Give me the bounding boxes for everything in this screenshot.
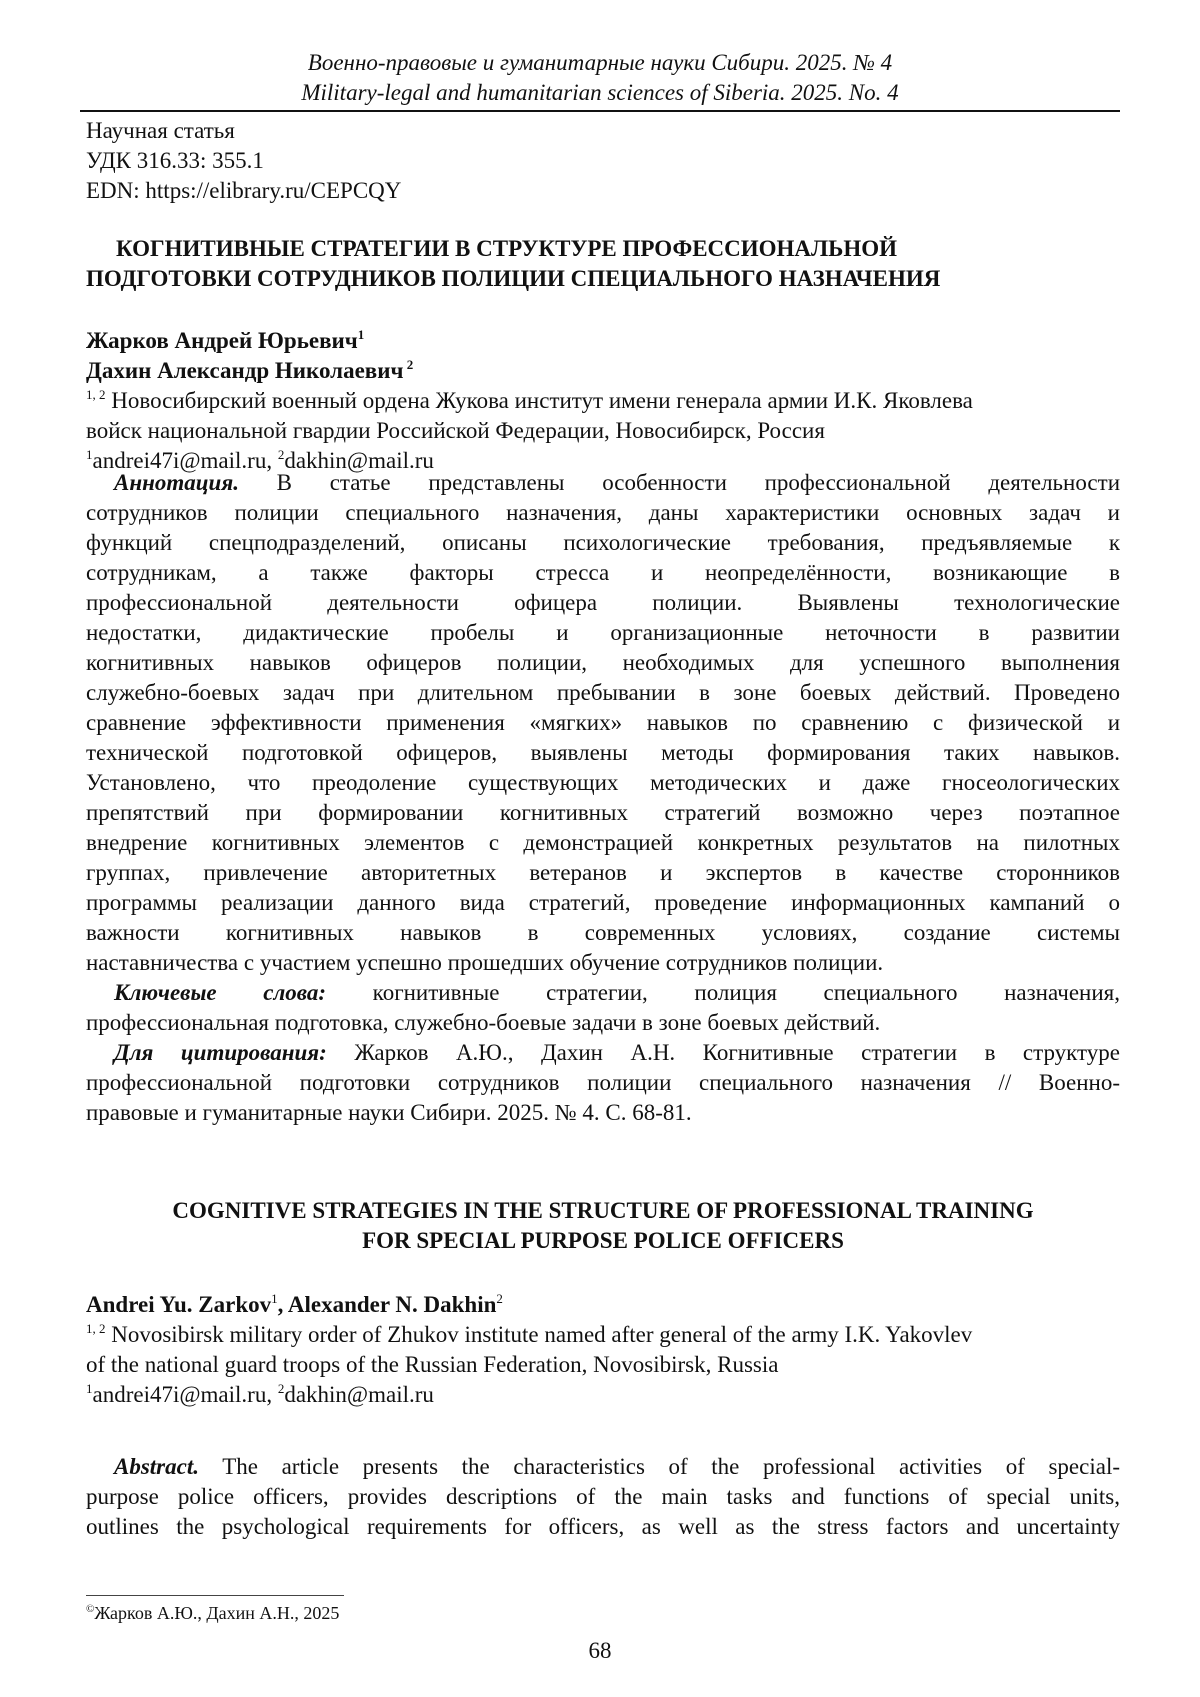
email-link[interactable]: andrei47i@mail.ru, bbox=[92, 1382, 278, 1407]
abstract-ru-line: Аннотация. В статье представлены особенности профессиональной деятельности bbox=[114, 470, 1120, 495]
article-type: Научная статья bbox=[86, 118, 235, 143]
affiliation-text: Novosibirsk military order of Zhukov institute named after general of the army I.K. Yakovlev bbox=[105, 1322, 973, 1347]
author-affiliation-mark: 1 bbox=[271, 1291, 278, 1306]
abstract-ru-line: внедрение когнитивных элементов с демонстрацией конкретных результатов на пилотных bbox=[86, 830, 1120, 855]
author-name: Дахин Александр Николаевич bbox=[86, 358, 404, 383]
article-title-ru bbox=[86, 234, 1120, 294]
title-en-line: FOR SPECIAL PURPOSE POLICE OFFICERS bbox=[362, 1228, 844, 1253]
affiliation-mark: 1, 2 bbox=[86, 387, 106, 402]
emails-en bbox=[86, 1380, 434, 1410]
email-mark: 2 bbox=[277, 447, 285, 462]
journal-header-ru: Военно-правовые и гуманитарные науки Сибири. 2025. № 4 bbox=[307, 50, 893, 75]
abstract-en-label: Abstract. bbox=[114, 1454, 199, 1479]
header-divider bbox=[80, 110, 1120, 112]
article-title-en bbox=[86, 1196, 1120, 1256]
affiliation-mark: 1, 2 bbox=[86, 1321, 106, 1336]
abstract-ru-line: наставничества с участием успешно прошедших обучение сотрудников полиции. bbox=[86, 950, 884, 975]
abstract-ru-line: препятствий при формировании когнитивных стратегий возможно через поэтапное bbox=[86, 800, 1120, 825]
email-mark: 2 bbox=[277, 1381, 285, 1396]
citation-ru-line: правовые и гуманитарные науки Сибири. 2025. № 4. С. 68-81. bbox=[86, 1100, 692, 1125]
email-link[interactable]: dakhin@mail.ru bbox=[284, 1382, 434, 1407]
affiliation-en-line bbox=[86, 1320, 1120, 1350]
abstract-ru-line: профессиональной деятельности офицера полиции. Выявлены технологические bbox=[86, 590, 1120, 615]
title-ru-line: КОГНИТИВНЫЕ СТРАТЕГИИ В СТРУКТУРЕ ПРОФЕССИОНАЛЬНОЙ bbox=[116, 236, 898, 261]
abstract-ru-line: когнитивных навыков офицеров полиции, необходимых для успешного выполнения bbox=[86, 650, 1120, 675]
abstract-ru-line: Установлено, что преодоление существующих методических и даже гносеологических bbox=[86, 770, 1120, 795]
journal-header-en: Military-legal and humanitarian sciences of Siberia. 2025. No. 4 bbox=[301, 80, 899, 105]
citation-ru-line: профессиональной подготовки сотрудников полиции специального назначения // Военно- bbox=[86, 1070, 1120, 1095]
keywords-ru-label: Ключевые слова: bbox=[114, 980, 327, 1005]
page-number: 68 bbox=[588, 1638, 612, 1663]
abstract-ru-line: технической подготовкой офицеров, выявлены методы формирования таких навыков. bbox=[86, 740, 1120, 765]
abstract-ru-line: программы реализации данного вида стратегий, проведение информационных кампаний о bbox=[86, 890, 1120, 915]
keywords-ru-line: Ключевые слова: когнитивные стратегии, полиция специального назначения, bbox=[114, 980, 1120, 1005]
affiliation-en-line: of the national guard troops of the Russian Federation, Novosibirsk, Russia bbox=[86, 1352, 779, 1377]
abstract-ru-line: недостатки, дидактические пробелы и организационные неточности в развитии bbox=[86, 620, 1120, 645]
abstract-en-line: purpose police officers, provides descriptions of the main tasks and functions of special units, bbox=[86, 1484, 1120, 1509]
citation-ru-line: Для цитирования: Жарков А.Ю., Дахин А.Н. Когнитивные стратегии в структуре bbox=[114, 1040, 1120, 1065]
abstract-ru-line: важности когнитивных навыков в современных условиях, создание системы bbox=[86, 920, 1120, 945]
author-separator: , bbox=[277, 1292, 288, 1317]
copyright-footnote bbox=[86, 1602, 339, 1624]
edn-link[interactable]: EDN: https://elibrary.ru/CEPCQY bbox=[86, 178, 402, 203]
author-name: Andrei Yu. Zarkov bbox=[86, 1292, 272, 1317]
affiliation-text: Новосибирский военный ордена Жукова институт имени генерала армии И.К. Яковлева bbox=[105, 388, 973, 413]
abstract-ru-line: функций спецподразделений, описаны психологические требования, предъявляемые к bbox=[86, 530, 1120, 555]
title-ru-line: ПОДГОТОВКИ СОТРУДНИКОВ ПОЛИЦИИ СПЕЦИАЛЬНОГО НАЗНАЧЕНИЯ bbox=[86, 266, 941, 291]
author-name: Alexander N. Dakhin bbox=[287, 1292, 497, 1317]
email-mark: 1 bbox=[86, 447, 93, 462]
udc-code: УДК 316.33: 355.1 bbox=[86, 148, 264, 173]
email-link[interactable]: dakhin@mail.ru bbox=[284, 448, 434, 473]
abstract-ru-line: сотрудникам, а также факторы стресса и неопределённости, возникающие в bbox=[86, 560, 1120, 585]
footnote-divider bbox=[86, 1595, 344, 1596]
author-affiliation-mark: 2 bbox=[403, 357, 414, 372]
citation-ru-label: Для цитирования: bbox=[114, 1040, 327, 1065]
authors-en bbox=[86, 1290, 503, 1320]
abstract-ru-label: Аннотация. bbox=[114, 470, 239, 495]
author-affiliation-mark: 1 bbox=[357, 327, 365, 342]
affiliation-ru-line: войск национальной гвардии Российской Федерации, Новосибирск, Россия bbox=[86, 418, 825, 443]
copyright-text: Жарков А.Ю., Дахин А.Н., 2025 bbox=[94, 1603, 340, 1623]
abstract-ru-line: сравнение эффективности применения «мягких» навыков по сравнению с физической и bbox=[86, 710, 1120, 735]
abstract-en-line: Abstract. The article presents the characteristics of the professional activities of special- bbox=[114, 1454, 1120, 1479]
abstract-ru-line: служебно-боевых задач при длительном пребывании в зоне боевых действий. Проведено bbox=[86, 680, 1120, 705]
copyright-mark: © bbox=[86, 1603, 95, 1615]
abstract-ru-line: сотрудников полиции специального назначения, даны характеристики основных задач и bbox=[86, 500, 1120, 525]
title-en-line: COGNITIVE STRATEGIES IN THE STRUCTURE OF PROFESSIONAL TRAINING bbox=[172, 1198, 1034, 1223]
abstract-en-line: outlines the psychological requirements for officers, as well as the stress factors and uncertainty bbox=[86, 1514, 1120, 1539]
author-affiliation-mark: 2 bbox=[496, 1291, 503, 1306]
email-mark: 1 bbox=[86, 1381, 93, 1396]
abstract-ru-line: группах, привлечение авторитетных ветеранов и экспертов в качестве сторонников bbox=[86, 860, 1120, 885]
affiliation-ru-line bbox=[86, 386, 1120, 416]
author-ru-1 bbox=[86, 326, 364, 356]
author-ru-2 bbox=[86, 356, 413, 386]
author-name: Жарков Андрей Юрьевич bbox=[86, 328, 358, 353]
keywords-ru-line: профессиональная подготовка, служебно-боевые задачи в зоне боевых действий. bbox=[86, 1010, 881, 1035]
email-link[interactable]: andrei47i@mail.ru, bbox=[92, 448, 278, 473]
